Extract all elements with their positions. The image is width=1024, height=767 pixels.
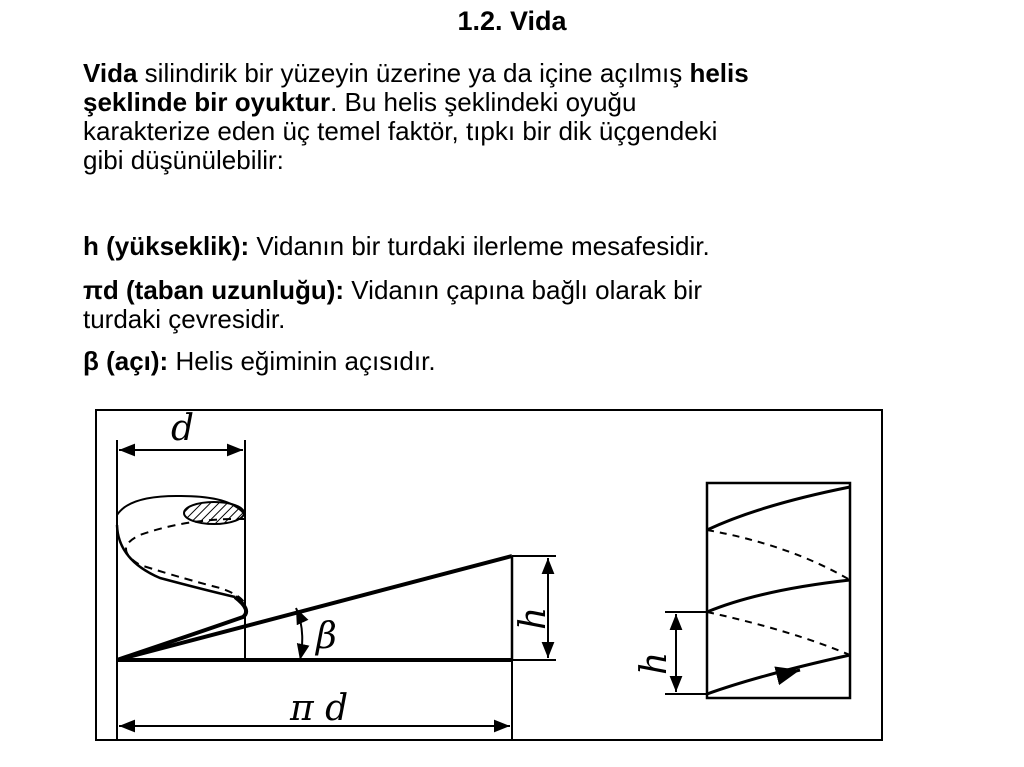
intro-line-1 (83, 59, 983, 88)
intro-text-2: . Bu helis şeklindeki oyuğu (330, 87, 637, 117)
label-h-right: h (634, 651, 675, 675)
definition-h (83, 232, 983, 261)
intro-text-1: silindirik bir yüzeyin üzerine ya da içine açılmış (137, 58, 690, 88)
definition-pid-text: Vidanın çapına bağlı olarak bir (344, 275, 703, 305)
intro-line-3: karakterize eden üç temel faktör, tıpkı bir dik üçgendeki (83, 116, 718, 146)
definition-beta (83, 347, 983, 376)
definition-pid-line-1 (83, 276, 983, 305)
definition-pid (83, 276, 983, 334)
definition-beta-text: Helis eğiminin açısıdır. (168, 346, 436, 376)
slide-title: 1.2. Vida (457, 6, 567, 36)
helix-triangle (117, 556, 512, 660)
intro-bold-oyuk: şeklinde bir oyuktur (83, 87, 331, 117)
label-d: d (171, 408, 195, 449)
definition-h-text: Vidanın bir turdaki ilerleme mesafesidir. (249, 231, 710, 261)
intro-term: Vida (83, 58, 138, 88)
definition-pid-term: πd (taban uzunluğu): (83, 275, 345, 305)
definition-pid-line-2: turdaki çevresidir. (83, 304, 286, 334)
figure-frame (96, 410, 882, 740)
screw-thread-figure (0, 400, 1024, 767)
intro-line-4: gibi düşünülebilir: (83, 145, 284, 175)
label-h: h (513, 606, 554, 630)
label-pid: π d (290, 688, 349, 729)
definition-beta-term: β (açı): (83, 346, 169, 376)
intro-paragraph (83, 59, 983, 175)
label-beta: β (316, 616, 337, 657)
definition-h-term: h (yükseklik): (83, 231, 250, 261)
intro-line-2 (83, 88, 983, 117)
cylinder-drawing (117, 496, 246, 660)
intro-bold-helis: helis (689, 58, 749, 88)
helix-cylinder-drawing (707, 483, 850, 698)
